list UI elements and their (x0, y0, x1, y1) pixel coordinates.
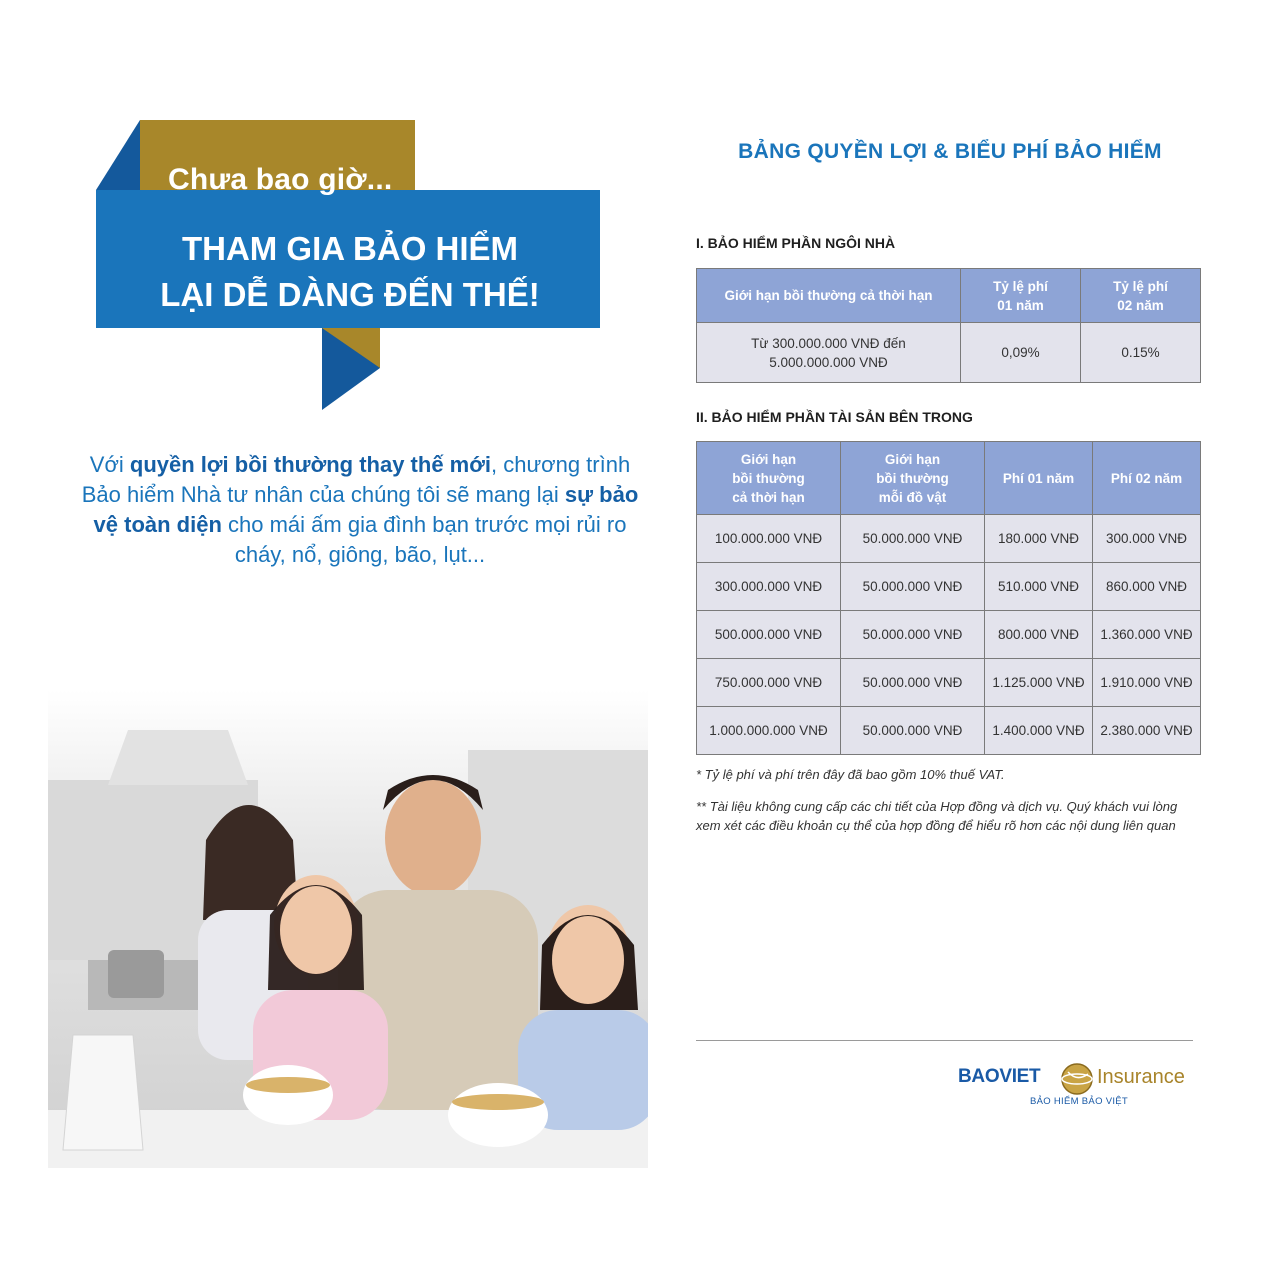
table-row (697, 659, 1201, 707)
table-cell: 500.000.000 VNĐ (697, 611, 841, 659)
table-cell: 1.400.000 VNĐ (985, 707, 1093, 755)
intro-bold-1: quyền lợi bồi thường thay thế mới (129, 452, 491, 477)
table-cell: 0.15% (1081, 323, 1201, 383)
logo-word: Insurance (1097, 1066, 1185, 1088)
header-cell: Giới hạn bồi thường cả thời hạn (697, 269, 961, 323)
table-row (697, 611, 1201, 659)
table-cell: 50.000.000 VNĐ (841, 659, 985, 707)
table-row (697, 563, 1201, 611)
table-cell: 1.360.000 VNĐ (1093, 611, 1201, 659)
header-cell: Tỷ lệ phí 01 năm (961, 269, 1081, 323)
table-row (697, 515, 1201, 563)
disclaimer-note: ** Tài liệu không cung cấp các chi tiết của Hợp đồng và dịch vụ. Quý khách vui lòng xem xét các điều khoản cụ thể của hợp đồng để hiểu rõ hơn các nội dung liên quan (696, 799, 1178, 833)
table-cell: 0,09% (961, 323, 1081, 383)
intro-bold-2: sự bảo vệ toàn diện (93, 482, 639, 537)
section-2-title: II. BẢO HIỂM PHẦN TÀI SẢN BÊN TRONG (696, 409, 973, 425)
table-cell: 750.000.000 VNĐ (697, 659, 841, 707)
contents-insurance-table (696, 441, 1201, 755)
header-cell: Phí 01 năm (985, 442, 1093, 515)
baoviet-logo (958, 1060, 1198, 1116)
banner-headline (100, 226, 600, 318)
house-insurance-table (696, 268, 1201, 383)
section-1-title: I. BẢO HIỂM PHẦN NGÔI NHÀ (696, 235, 896, 251)
table-cell: 50.000.000 VNĐ (841, 611, 985, 659)
table-cell: 1.125.000 VNĐ (985, 659, 1093, 707)
page-title: BẢNG QUYỀN LỢI & BIỂU PHÍ BẢO HIỂM (738, 140, 1162, 163)
logo-tagline: BẢO HIỂM BẢO VIỆT (1030, 1096, 1129, 1107)
table-row (697, 323, 1201, 383)
promo-banner (0, 0, 640, 420)
banner-tag: Chưa bao giờ... (168, 163, 393, 196)
table-cell: 2.380.000 VNĐ (1093, 707, 1201, 755)
headline-line-1: THAM GIA BẢO HIỂM (181, 230, 519, 267)
table-cell: 100.000.000 VNĐ (697, 515, 841, 563)
table-cell: Từ 300.000.000 VNĐ đến 5.000.000.000 VNĐ (697, 323, 961, 383)
intro-paragraph (80, 450, 640, 570)
table-cell: 510.000 VNĐ (985, 563, 1093, 611)
table-cell: 300.000.000 VNĐ (697, 563, 841, 611)
table-cell: 50.000.000 VNĐ (841, 707, 985, 755)
table-cell: 180.000 VNĐ (985, 515, 1093, 563)
header-cell: Giới hạn bồi thường mỗi đồ vật (841, 442, 985, 515)
table-cell: 860.000 VNĐ (1093, 563, 1201, 611)
intro-text-3: cho mái ấm gia đình bạn trước mọi rủi ro cháy, nổ, giông, bão, lụt... (221, 512, 627, 567)
header-cell: Phí 02 năm (1093, 442, 1201, 515)
ribbon-graphic (0, 0, 640, 420)
table-cell: 50.000.000 VNĐ (841, 515, 985, 563)
logo-brand: BAOVIET (958, 1066, 1041, 1087)
table-cell: 300.000 VNĐ (1093, 515, 1201, 563)
header-cell: Giới hạn bồi thường cả thời hạn (697, 442, 841, 515)
table-header-row (697, 269, 1201, 323)
family-photo (48, 690, 648, 1168)
vat-note: * Tỷ lệ phí và phí trên đây đã bao gồm 10% thuế VAT. (696, 767, 1005, 782)
divider (696, 1040, 1193, 1041)
table-cell: 1.910.000 VNĐ (1093, 659, 1201, 707)
table-cell: 1.000.000.000 VNĐ (697, 707, 841, 755)
table-header-row (697, 442, 1201, 515)
intro-text-1: Với (89, 452, 130, 477)
intro-text-2: , chương trình Bảo hiểm Nhà tư nhân của chúng tôi sẽ mang lại (81, 452, 631, 507)
table-cell: 50.000.000 VNĐ (841, 563, 985, 611)
header-cell: Tỷ lệ phí 02 năm (1081, 269, 1201, 323)
table-cell: 800.000 VNĐ (985, 611, 1093, 659)
headline-line-2: LẠI DỄ DÀNG ĐẾN THẾ! (160, 276, 540, 313)
table-row (697, 707, 1201, 755)
